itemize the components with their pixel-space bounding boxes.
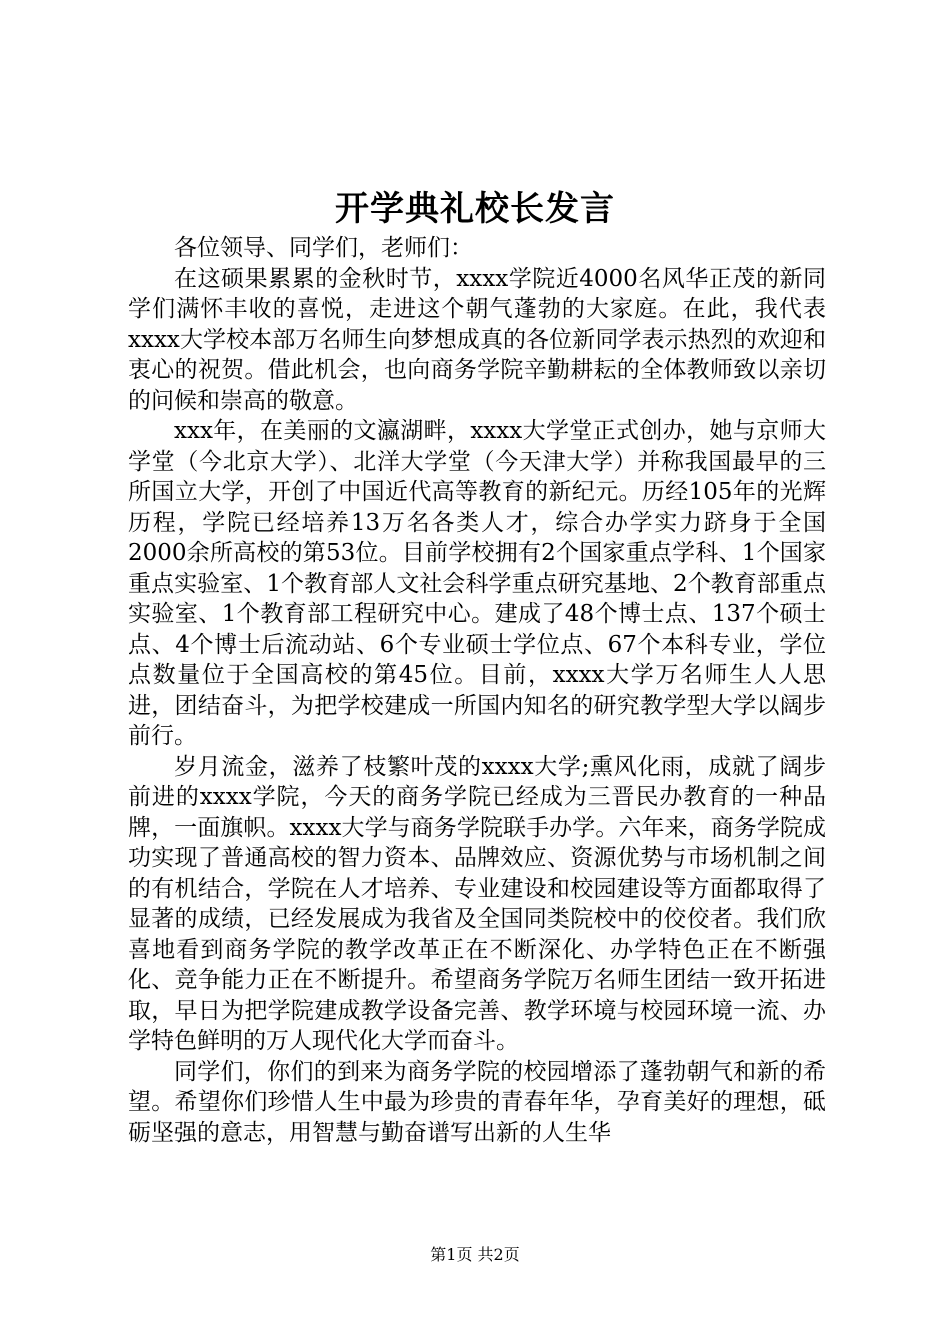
document-body bbox=[128, 233, 826, 1148]
page-number-footer: 第1页 共2页 bbox=[430, 1245, 520, 1264]
page-title: 开学典礼校长发言 bbox=[335, 189, 615, 229]
body-paragraph: xxx年，在美丽的文瀛湖畔，xxxx大学堂正式创办，她与京师大学堂（今北京大学）、北洋大学堂（今天津大学）并称我国最早的三所国立大学，开创了中国近代高等教育的新纪元。历经105年的光辉历程，学院已经培养13万名各类人才，综合办学实力跻身于全国2000余所高校的第53位。目前学校拥有2个国家重点学科、1个国家重点实验室、1个教育部人文社会科学重点研究基地、2个教育部重点实验室、1个教育部工程研究中心。建成了48个博士点、137个硕士点、4个博士后流动站、6个专业硕士学位点、67个本科专业，学位点数量位于全国高校的第45位。目前，xxxx大学万名师生人人思进，团结奋斗，为把学校建成一所国内知名的研究教学型大学以阔步前行。 bbox=[128, 418, 826, 749]
body-paragraph: 同学们，你们的到来为商务学院的校园增添了蓬勃朝气和新的希望。希望你们珍惜人生中最为珍贵的青春年华，孕育美好的理想，砥砺坚强的意志，用智慧与勤奋谱写出新的人生华 bbox=[128, 1058, 826, 1146]
body-paragraph: 在这硕果累累的金秋时节，xxxx学院近4000名风华正茂的新同学们满怀丰收的喜悦，走进这个朝气蓬勃的大家庭。在此，我代表xxxx大学校本部万名师生向梦想成真的各位新同学表示热烈的欢迎和衷心的祝贺。借此机会，也向商务学院辛勤耕耘的全体教师致以亲切的问候和崇高的敬意。 bbox=[128, 265, 826, 414]
body-paragraph: 岁月流金，滋养了枝繁叶茂的xxxx大学;熏风化雨，成就了阔步前进的xxxx学院，今天的商务学院已经成为三晋民办教育的一种品牌，一面旗帜。xxxx大学与商务学院联手办学。六年来，商务学院成功实现了普通高校的智力资本、品牌效应、资源优势与市场机制之间的有机结合，学院在人才培养、专业建设和校园建设等方面都取得了显著的成绩，已经发展成为我省及全国同类院校中的佼佼者。我们欣喜地看到商务学院的教学改革正在不断深化、办学特色正在不断强化、竞争能力正在不断提升。希望商务学院万名师生团结一致开拓进取，早日为把学院建成教学设备完善、教学环境与校园环境一流、办学特色鲜明的万人现代化大学而奋斗。 bbox=[128, 753, 826, 1054]
greeting-paragraph: 各位领导、同学们，老师们： bbox=[174, 235, 473, 261]
